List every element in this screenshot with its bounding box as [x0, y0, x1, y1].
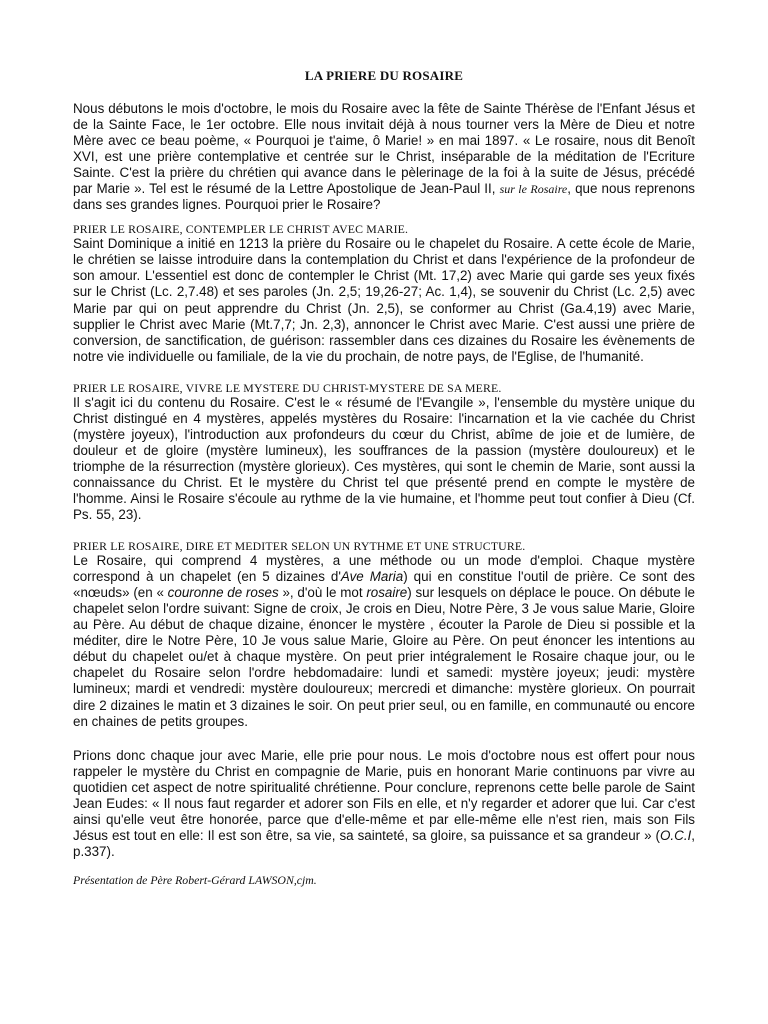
author-signature: Présentation de Père Robert-Gérard LAWSON,cjm. — [73, 872, 317, 887]
document-title: LA PRIERE DU ROSAIRE — [304, 68, 464, 83]
section-body-part-4: ) sur lesquels on déplace le pouce. On débute le chapelet selon l'ordre suivant: Signe de croix, Je crois en Dieu, Notre Père, 3 Je vous salue Marie, Gloire au Père. Au début de chaque dizaine, énoncer le mystère , écouter la Parole de Dieu si possible et la méditer, dire le Notre Père, 10 Je vous salue Marie, Gloire au Père. On peut énoncer les intentions au début du chapelet ou/et à chaque mystère. On peut prier intégralement le Rosaire chaque jour, ou le chapelet du Rosaire selon l'ordre hebdomadaire: lundi et samedi: mystère joyeux; jeudi: mystère lumineux; mardi et vendredi: mystère douloureux; mercredi et dimanche: mystère glorieux. On pourrait dire 2 dizaines le matin et 3 dizaines le soir. On peut prier seul, ou en famille, en communauté ou encore en chaines de petits groupes. — [73, 585, 696, 729]
section-rhythm — [73, 539, 695, 730]
closing-source: O.C.I — [660, 827, 692, 843]
document-page — [73, 68, 695, 888]
closing-text-part-2: , p.337). — [73, 827, 695, 859]
intro-text-part-1: Nous débutons le mois d'octobre, le mois du Rosaire avec la fête de Sainte Thérèse de l'Enfant Jésus et de la Sainte Face, le 1er octobre. Elle nous invitait déjà à nous tourner vers la Mère de Dieu et notre Mère avec ce beau poème, « Pourquoi je t'aime, ô Marie! » en mai 1897. « Le rosaire, nous dit Benoît XVI, est une prière contemplative et centrée sur le Christ, inséparable de la méditation de l'Ecriture Sainte. C'est la prière du chrétien qui avance dans le pèlerinage de la foi à la suite de Jésus, précédé par Marie ». Tel est le résumé de la Lettre Apostolique de Jean-Paul II, — [73, 101, 695, 197]
section-body: Saint Dominique a initié en 1213 la prière du Rosaire ou le chapelet du Rosaire. A cette école de Marie, le chrétien se laisse introduire dans la contemplation du Christ et dans l'expérience de la profondeur de son amour. L'essentiel est donc de contempler le Christ (Mt. 17,2) avec Marie qui garde ses yeux fixés sur le Christ (Lc. 2,7.48) et ses paroles (Jn. 2,5; 19,26-27; Ac. 1,4), se souvenir du Christ (Lc. 2,5) avec Marie par qui on peut apprendre du Christ (Jn. 2,5), se conformer au Christ (Ga.4,19) avec Marie, supplier le Christ avec Marie (Mt.7,7; Jn. 2,3), annoncer le Christ avec Marie. C'est aussi une prière de conversion, de sanctification, de guérison: rassembler dans ces dizaines du Rosaire les évènements de notre vie individuelle ou familiale, de la vie du prochain, de notre pays, de l'Eglise, de l'humanité. — [73, 236, 695, 364]
intro-work-title: sur le Rosaire — [499, 182, 568, 197]
intro-text-part-2: , que nous reprenons dans ses grandes lignes. Pourquoi prier le Rosaire? — [73, 181, 696, 213]
section-body: Il s'agit ici du contenu du Rosaire. C'est le « résumé de l'Evangile », l'ensemble du mystère unique du Christ distingué en 4 mystères, appelés mystères du Rosaire: l'incarnation et la vie cachée du Christ (mystère joyeux), l'introduction aux profondeurs du cœur du Christ, abîme de joie et de lumière, de douleur et de gloire (mystère lumineux), les souffrances de la passion (mystère douloureux) et le triomphe de la résurrection (mystère glorieux). Ces mystères, qui sont le chemin de Marie, sont aussi la connaissance du Christ. Et le mystère du Christ tel que présenté prend en compte le mystère de l'homme. Ainsi le Rosaire s'écoule au rythme de la vie humaine, et l'homme peut tout confier à Dieu (Cf. Ps. 55, 23). — [73, 394, 695, 523]
section-heading: PRIER LE ROSAIRE, DIRE ET MEDITER SELON UN RYTHME ET UNE STRUCTURE. — [73, 539, 526, 554]
section-body — [73, 553, 695, 730]
couronne-term: couronne de roses — [167, 585, 279, 601]
section-contemplate — [73, 222, 695, 364]
ave-maria-term: Ave Maria — [340, 569, 404, 585]
closing-text-part-1: Prions donc chaque jour avec Marie, elle prie pour nous. Le mois d'octobre nous est offert pour nous rappeler le mystère du Christ en compagnie de Marie, puis en honorant Marie continuons par vivre au quotidien cet aspect de notre spiritualité chrétienne. Pour conclure, reprenons cette belle parole de Saint Jean Eudes: « Il nous faut regarder et adorer son Fils en elle, et n'y regarder et adorer que lui. Car c'est ainsi qu'elle veut être honorée, parce que d'elle-même et par elle-même elle n'est rien, mais son Fils Jésus est tout en elle: Il est son être, sa vie, sa sainteté, sa gloire, sa puissance et sa grandeur » ( — [73, 747, 695, 843]
section-body-part-1: Le Rosaire, qui comprend 4 mystères, a une méthode ou un mode d'emploi. Chaque mystère correspond à un chapelet (en 5 dizaines d' — [73, 553, 695, 585]
intro-paragraph — [73, 101, 695, 213]
rosaire-term: rosaire — [366, 585, 408, 601]
closing-paragraph — [73, 748, 695, 860]
section-mystery — [73, 381, 695, 523]
section-body-part-3: », d'où le mot — [278, 585, 367, 601]
section-body-part-2: ) qui en constitue l'outil de prière. Ce sont des «nœuds» (en « — [73, 569, 695, 601]
section-heading: PRIER LE ROSAIRE, CONTEMPLER LE CHRIST AVEC MARIE. — [73, 222, 409, 237]
section-heading: PRIER LE ROSAIRE, VIVRE LE MYSTERE DU CHRIST-MYSTERE DE SA MERE. — [73, 380, 502, 395]
